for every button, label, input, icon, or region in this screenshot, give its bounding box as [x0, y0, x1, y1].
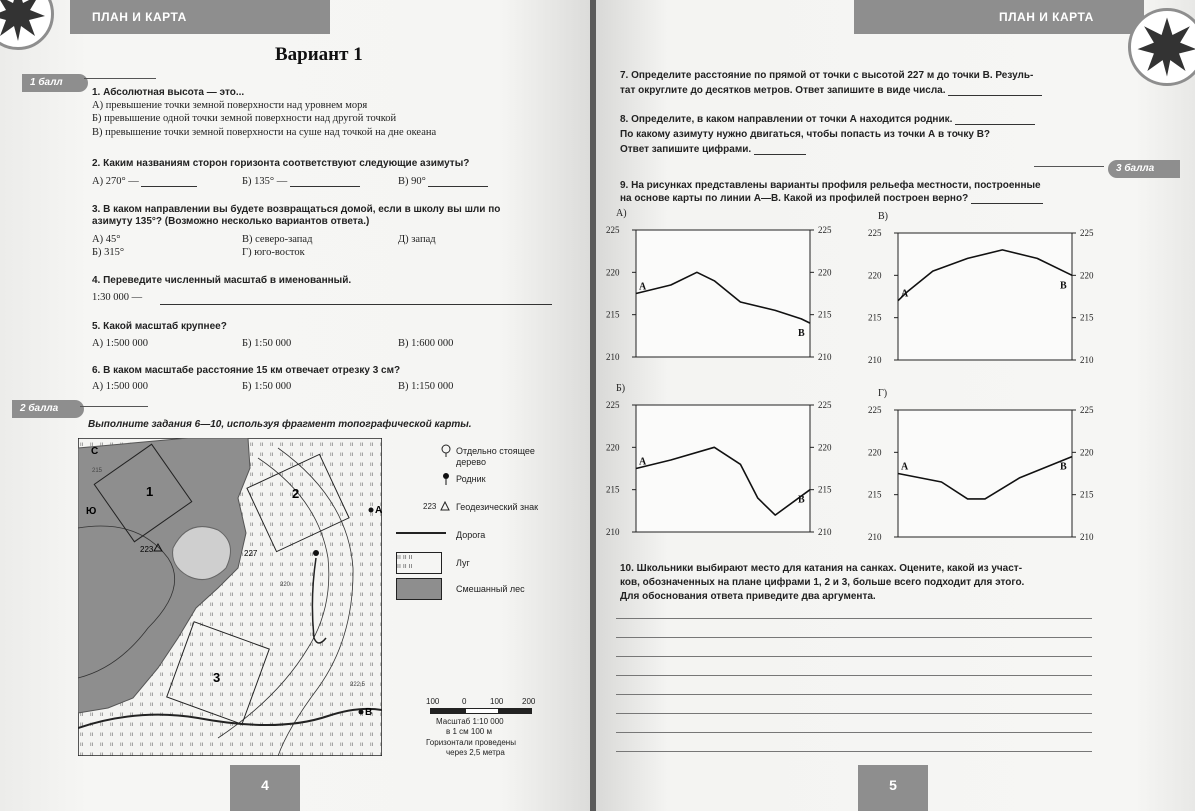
- chart-frame: [636, 230, 810, 357]
- q2-option-c: [398, 176, 488, 187]
- tick-label-left: 225: [606, 400, 620, 410]
- q2-option-b-label: Б) 135° —: [242, 176, 288, 187]
- chart-frame: [636, 405, 810, 532]
- q3-line2: азимуту 135°? (Возможно несколько вариантов ответа.): [92, 216, 370, 227]
- point-label-b: В: [1060, 280, 1067, 292]
- badge-3-points: 3 балла: [1108, 160, 1180, 178]
- tick-label-right: 225: [818, 400, 832, 410]
- topographic-map: [78, 438, 382, 756]
- q8-line3: [620, 144, 806, 155]
- point-label-b: В: [798, 494, 805, 506]
- tick-label-left: 210: [868, 355, 882, 365]
- map-height-227: 227: [244, 549, 258, 558]
- map-west: Ю: [86, 506, 97, 517]
- q5-option-c: В) 1:600 000: [398, 338, 454, 349]
- tick-label-left: 220: [606, 442, 620, 453]
- right-star-emblem: [1128, 8, 1195, 86]
- tick-label-right: 210: [1080, 355, 1094, 365]
- q6-text: 6. В каком масштабе расстояние 15 км отвечает отрезку 3 см?: [92, 365, 401, 376]
- tick-label-left: 215: [868, 489, 882, 500]
- scale-l1: Масштаб 1:10 000: [436, 717, 504, 726]
- tick-label-left: 210: [606, 352, 620, 362]
- chart-label: Г): [878, 388, 888, 399]
- tick-label-right: 225: [1080, 405, 1094, 415]
- legend-road: Дорога: [456, 530, 486, 540]
- scale-l3: Горизонтали проведены: [426, 738, 516, 747]
- q8-answer-2[interactable]: [754, 145, 806, 155]
- right-page-number: 5: [858, 765, 928, 811]
- tick-label-right: 225: [818, 225, 832, 235]
- q8-line2: По какому азимуту нужно двигаться, чтобы попасть из точки А в точку В?: [620, 129, 991, 140]
- answer-line[interactable]: [616, 751, 1092, 752]
- chart-frame: [898, 233, 1072, 360]
- chart-label: Б): [616, 383, 626, 394]
- right-header-bar: [854, 0, 1144, 34]
- tick-label-left: 220: [868, 270, 882, 281]
- left-page-number: 4: [230, 765, 300, 811]
- tick-label-left: 215: [606, 484, 620, 495]
- tick-label-left: 220: [606, 267, 620, 278]
- tick-label-right: 215: [1080, 489, 1094, 500]
- legend-meadow: Луг: [456, 558, 470, 568]
- q8-line1-text: 8. Определите, в каком направлении от точки А находится родник.: [620, 114, 953, 125]
- point-label-a: А: [901, 461, 909, 473]
- geodetic-legend-icon: [440, 501, 450, 511]
- map-point-b: В: [365, 707, 373, 718]
- profile-chart-v: [864, 208, 1116, 378]
- q7-line2: [620, 85, 1042, 96]
- meadow-legend-swatch: ıı ıı ıı ıı ıı ıı: [396, 552, 442, 574]
- answer-line[interactable]: [616, 675, 1092, 676]
- tick-label-left: 220: [868, 447, 882, 458]
- map-contour-215: 215: [92, 468, 103, 474]
- right-page: [596, 0, 1195, 811]
- map-plot-2-label: 2: [292, 486, 300, 501]
- answer-line[interactable]: [616, 618, 1092, 619]
- q3-option-e: Д) запад: [398, 234, 436, 245]
- q10-line3: Для обоснования ответа приведите два аргумента.: [620, 591, 876, 602]
- tick-label-left: 225: [868, 405, 882, 415]
- map-plot-1-label: 1: [146, 484, 154, 499]
- q5-text: 5. Какой масштаб крупнее?: [92, 321, 227, 332]
- q4-answer-line[interactable]: [160, 304, 552, 305]
- scale-l2: в 1 см 100 м: [446, 727, 492, 736]
- tick-label-right: 210: [818, 527, 832, 537]
- point-label-b: В: [1060, 461, 1067, 473]
- map-height-223: 223: [140, 545, 154, 554]
- q3-option-c: В) северо-запад: [242, 234, 313, 245]
- tick-label-right: 215: [1080, 312, 1094, 323]
- answer-line[interactable]: [616, 732, 1092, 733]
- answer-line[interactable]: [616, 713, 1092, 714]
- tick-label-left: 210: [868, 532, 882, 542]
- q2-option-a-label: А) 270° —: [92, 176, 139, 187]
- q9-answer[interactable]: [971, 194, 1043, 204]
- answer-line[interactable]: [616, 656, 1092, 657]
- answer-line[interactable]: [616, 694, 1092, 695]
- point-label-b: В: [798, 328, 805, 340]
- point-b-marker: [359, 710, 364, 715]
- forest-legend-swatch: [396, 578, 442, 600]
- point-a-marker: [369, 508, 374, 513]
- q3-option-b: Б) 315°: [92, 247, 125, 258]
- tick-label-left: 225: [606, 225, 620, 235]
- left-page: [0, 0, 590, 811]
- map-north: С: [91, 446, 99, 457]
- tick-label-left: 225: [868, 228, 882, 238]
- scale-t3: 200: [522, 697, 536, 706]
- right-header-title: ПЛАН И КАРТА: [999, 10, 1094, 24]
- q1-option-b: Б) превышение одной точки земной поверхности над другой точкой: [92, 113, 397, 124]
- chart-label: В): [878, 211, 888, 222]
- q3-option-d: Г) юго-восток: [242, 247, 305, 258]
- profile-chart-g: [864, 385, 1116, 555]
- q6-option-a: А) 1:500 000: [92, 381, 148, 392]
- q7-answer[interactable]: [948, 86, 1042, 96]
- q2-option-a: [92, 176, 197, 187]
- map-instruction: Выполните задания 6—10, используя фрагмент топографической карты.: [88, 419, 472, 430]
- tree-icon: [440, 444, 452, 458]
- q7-line2-text: тат округлите до десятков метров. Ответ запишите в виде числа.: [620, 85, 946, 96]
- badge-1-point: 1 балл: [22, 74, 88, 92]
- q1-option-a: А) превышение точки земной поверхности над уровнем моря: [92, 100, 368, 111]
- tick-label-right: 220: [1080, 447, 1094, 458]
- scale-t1: 0: [462, 697, 467, 706]
- star-icon: [0, 0, 51, 47]
- tick-label-right: 210: [1080, 532, 1094, 542]
- q2-answer-a[interactable]: [141, 177, 197, 187]
- legend-spring: Родник: [456, 474, 486, 484]
- q3-line1: 3. В каком направлении вы будете возвращаться домой, если в школу вы шли по: [92, 204, 501, 215]
- q9-line1: 9. На рисунках представлены варианты профиля рельефа местности, построенные: [620, 180, 1041, 191]
- tick-label-right: 225: [1080, 228, 1094, 238]
- q2-text: 2. Каким названиям сторон горизонта соответствуют следующие азимуты?: [92, 158, 470, 169]
- tick-label-right: 210: [818, 352, 832, 362]
- q8-line3-text: Ответ запишите цифрами.: [620, 144, 752, 155]
- left-header-bar: [70, 0, 330, 34]
- q5-option-b: Б) 1:50 000: [242, 338, 292, 349]
- q8-line1: [620, 114, 1035, 125]
- q2-answer-c[interactable]: [428, 177, 488, 187]
- tick-label-right: 215: [818, 484, 832, 495]
- tick-label-right: 215: [818, 309, 832, 320]
- q4-text: 4. Переведите численный масштаб в именованный.: [92, 275, 352, 286]
- map-point-a: А: [375, 505, 382, 516]
- legend-geo-number: 223: [423, 502, 437, 511]
- spring-icon: [313, 550, 319, 556]
- scale-t0: 100: [426, 697, 440, 706]
- tick-label-left: 210: [606, 527, 620, 537]
- q9-line2: [620, 193, 1043, 204]
- left-header-title: ПЛАН И КАРТА: [92, 10, 187, 24]
- left-star-emblem: [0, 0, 54, 50]
- star-icon: [1131, 11, 1195, 83]
- variant-title: Вариант 1: [275, 44, 363, 65]
- answer-line[interactable]: [616, 637, 1092, 638]
- map-contour-220: 220: [280, 582, 291, 588]
- legend-tree: Отдельно стоящее дерево: [456, 446, 535, 467]
- q1-text: 1. Абсолютная высота — это...: [92, 87, 245, 98]
- tick-label-right: 220: [818, 267, 832, 278]
- badge-3-line: [1034, 166, 1104, 167]
- spring-legend-icon: [440, 472, 452, 486]
- tick-label-left: 215: [868, 312, 882, 323]
- badge-2-line: [80, 406, 148, 407]
- q1-option-c: В) превышение точки земной поверхности на суше над точкой на дне океана: [92, 127, 437, 138]
- point-label-a: А: [901, 288, 909, 300]
- q7-line1: 7. Определите расстояние по прямой от точки с высотой 227 м до точки В. Резуль-: [620, 70, 1034, 81]
- point-label-a: А: [639, 456, 647, 468]
- q2-option-b: [242, 176, 360, 187]
- legend-forest: Смешанный лес: [456, 584, 525, 594]
- chart-label: А): [616, 208, 627, 219]
- q6-option-c: В) 1:150 000: [398, 381, 454, 392]
- map-contour-222-5: 222,5: [350, 682, 366, 688]
- badge-2-points: 2 балла: [12, 400, 84, 418]
- q8-answer-1[interactable]: [955, 115, 1035, 125]
- scale-t2: 100: [490, 697, 504, 706]
- q2-answer-b[interactable]: [290, 177, 360, 187]
- tick-label-left: 215: [606, 309, 620, 320]
- q2-option-c-label: В) 90°: [398, 176, 426, 187]
- scale-l4: через 2,5 метра: [446, 748, 505, 757]
- profile-chart-b: [602, 380, 854, 550]
- profile-chart-a: [602, 205, 854, 375]
- legend-geo: Геодезический знак: [456, 502, 539, 512]
- q9-line2-text: на основе карты по линии А—В. Какой из профилей построен верно?: [620, 193, 969, 204]
- q6-option-b: Б) 1:50 000: [242, 381, 292, 392]
- q4-scale: 1:30 000 —: [92, 292, 143, 303]
- chart-frame: [898, 410, 1072, 537]
- road-legend-icon: [396, 530, 446, 536]
- scale-ruler: [430, 708, 532, 714]
- q3-option-a: А) 45°: [92, 234, 121, 245]
- q10-line2: ков, обозначенных на плане цифрами 1, 2 и 3, больше всего подходит для этого.: [620, 577, 1025, 588]
- badge-1-line: [84, 78, 156, 79]
- q5-option-a: А) 1:500 000: [92, 338, 148, 349]
- point-label-a: А: [639, 281, 647, 293]
- map-plot-3-label: 3: [213, 670, 221, 685]
- tick-label-right: 220: [1080, 270, 1094, 281]
- q10-line1: 10. Школьники выбирают место для катания на санках. Оцените, какой из участ-: [620, 563, 1023, 574]
- tick-label-right: 220: [818, 442, 832, 453]
